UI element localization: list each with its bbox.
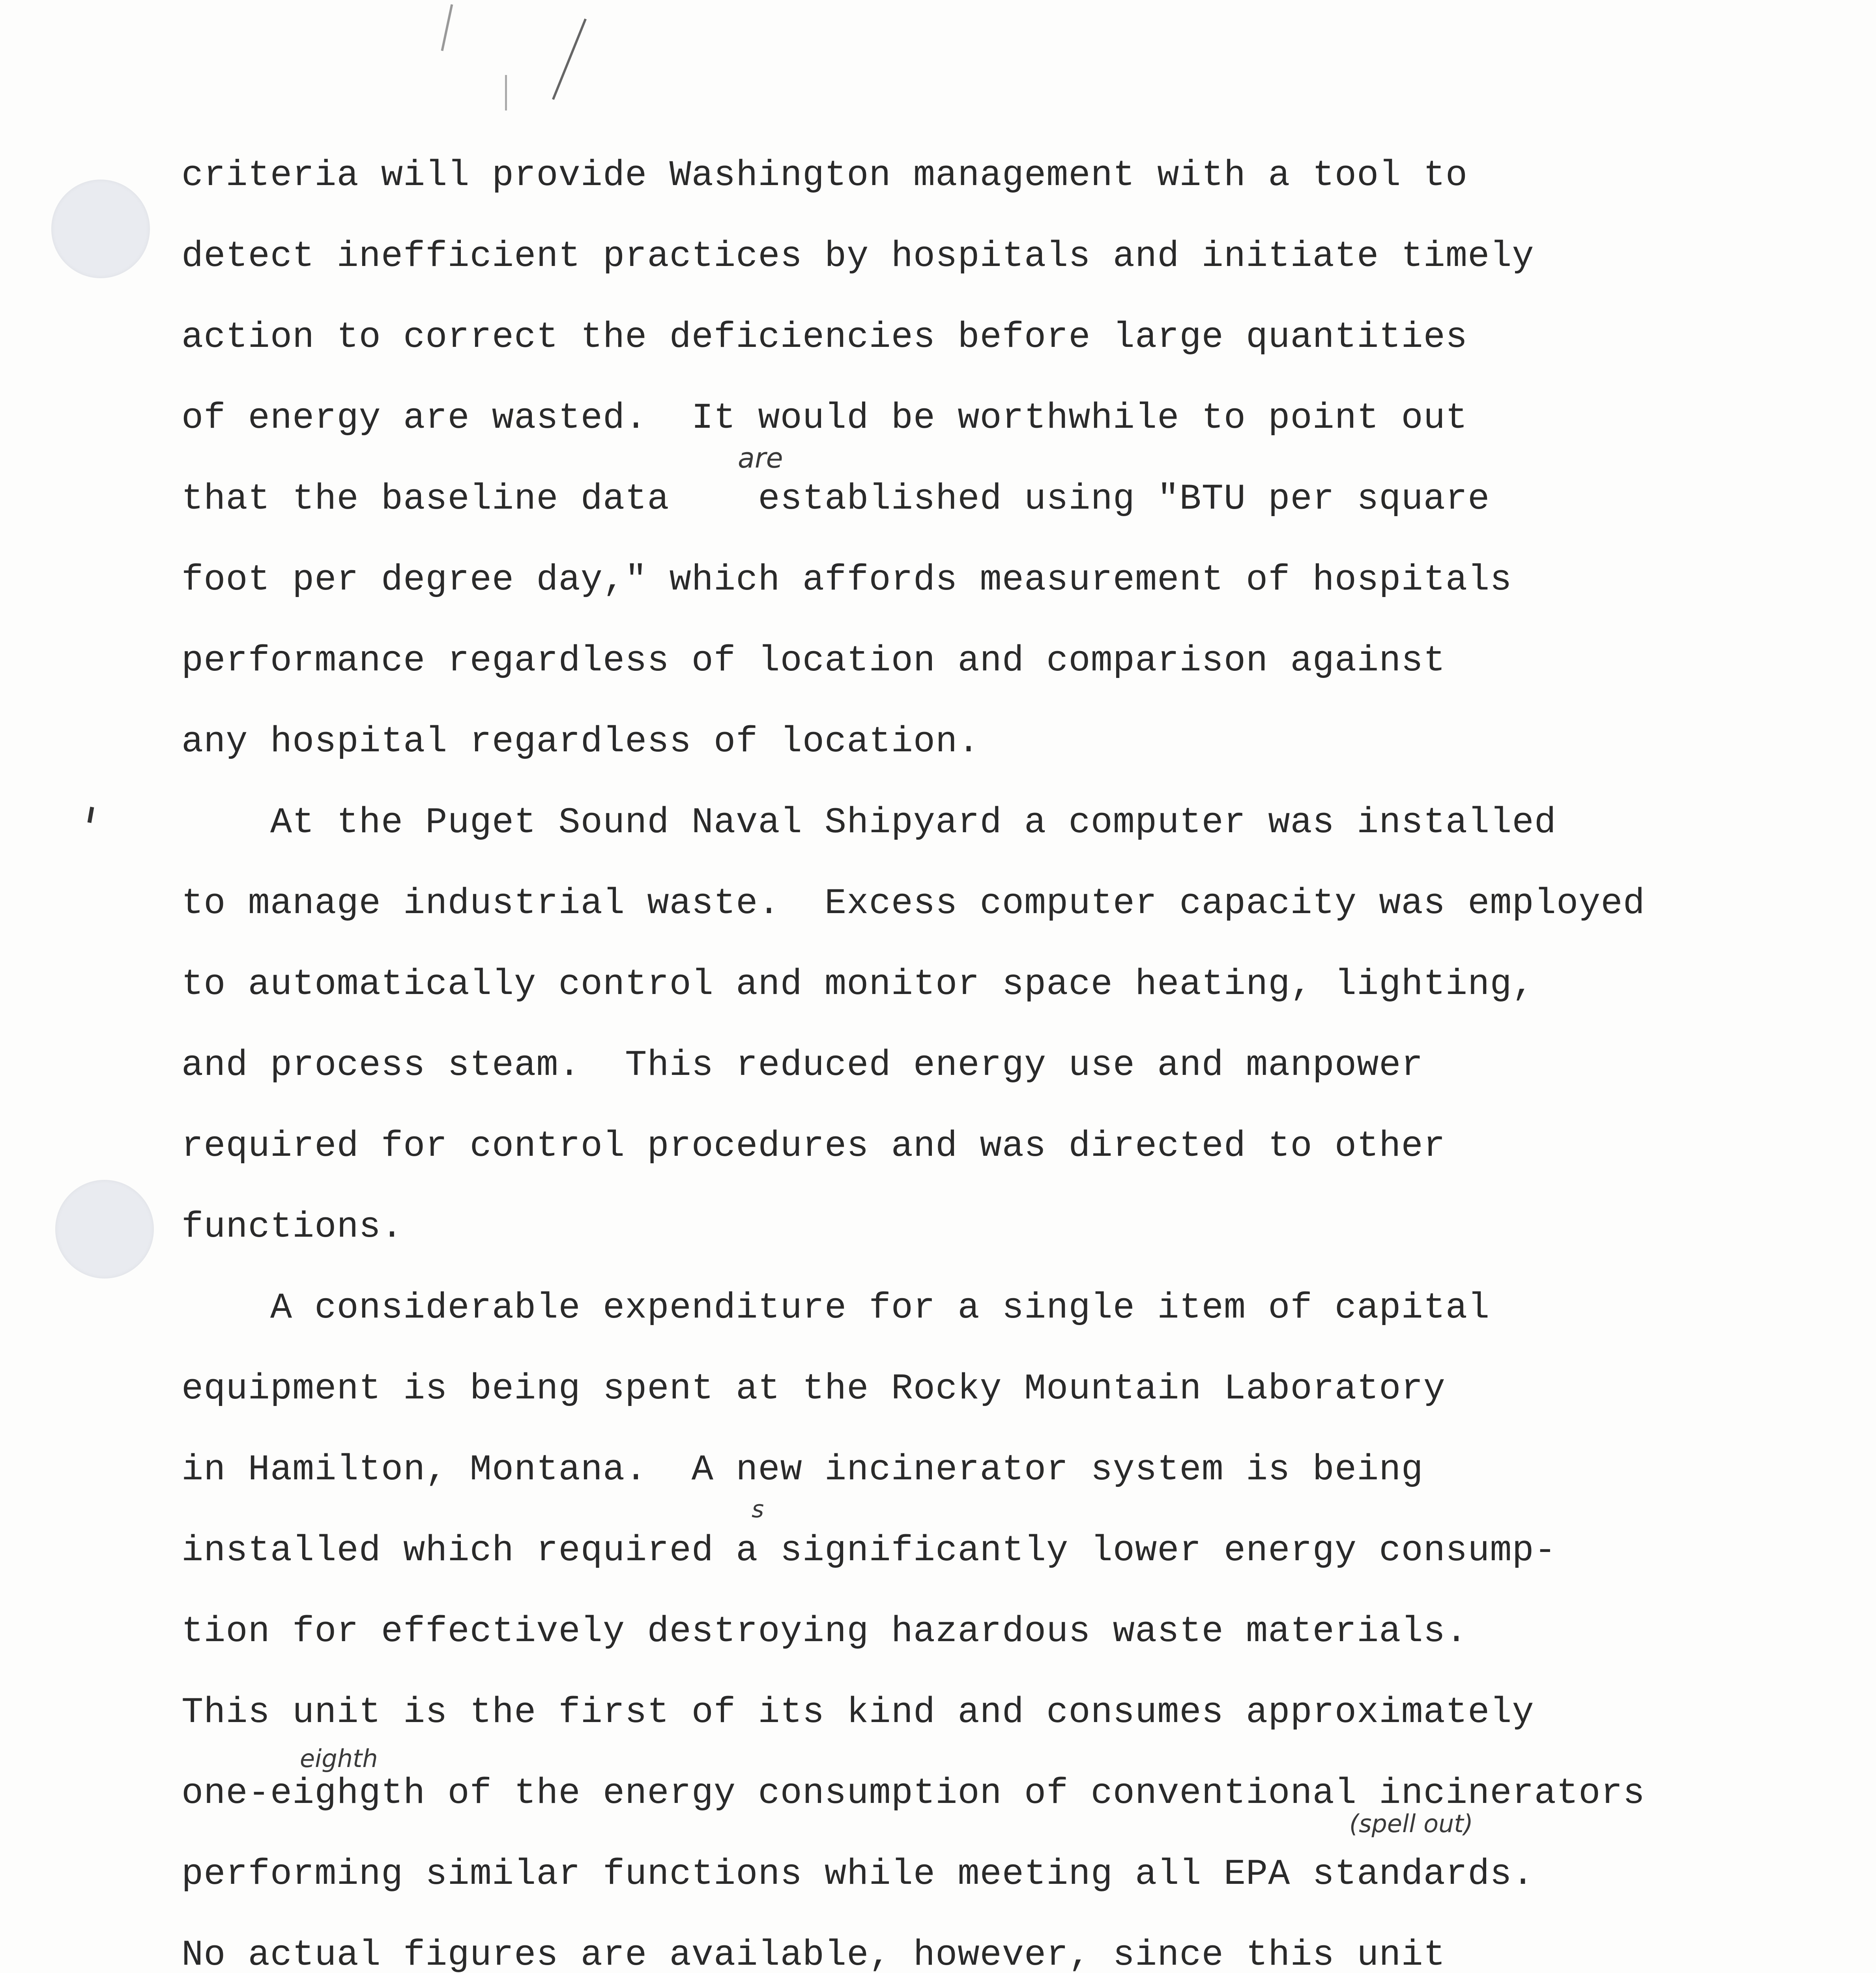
text-line: to automatically control and monitor space heating, lighting,	[181, 964, 1534, 1005]
text-line: any hospital regardless of location.	[181, 721, 980, 762]
text-line: of energy are wasted. It would be worthwhile to point out	[181, 397, 1468, 439]
text-line: installed which required a significantly lower energy consump-	[181, 1530, 1556, 1571]
stray-mark	[88, 807, 94, 823]
text-line: action to correct the deficiencies before large quantities	[181, 316, 1468, 358]
text-line: required for control procedures and was directed to other	[181, 1125, 1446, 1167]
text-line: equipment is being spent at the Rocky Mountain Laboratory	[181, 1368, 1446, 1410]
handwritten-are: are	[738, 442, 783, 474]
text-line: one-eighgth of the energy consumption of conventional incinerators	[181, 1773, 1645, 1814]
stray-mark	[505, 75, 507, 110]
text-line: tion for effectively destroying hazardous waste materials.	[181, 1611, 1468, 1652]
text-line: criteria will provide Washington management with a tool to	[181, 155, 1468, 196]
text-line: functions.	[181, 1206, 404, 1248]
text-line: A considerable expenditure for a single item of capital	[181, 1287, 1490, 1329]
text-line: detect inefficient practices by hospitals and initiate timely	[181, 236, 1534, 277]
punch-hole-middle	[55, 1180, 154, 1279]
text-line: and process steam. This reduced energy use and manpower	[181, 1045, 1423, 1086]
text-line: performance regardless of location and comparison against	[181, 640, 1446, 681]
text-line: No actual figures are available, however, since this unit	[181, 1934, 1446, 1973]
text-line: in Hamilton, Montana. A new incinerator system is being	[181, 1449, 1423, 1490]
text-line: foot per degree day," which affords measurement of hospitals	[181, 559, 1512, 601]
stray-mark	[552, 19, 587, 100]
handwritten-eighth: eighth	[300, 1744, 378, 1773]
handwritten-spell-out: (spell out)	[1349, 1809, 1473, 1838]
text-line: that the baseline data established using "BTU per square	[181, 478, 1490, 520]
text-line: performing similar functions while meeting all EPA standards.	[181, 1853, 1534, 1895]
text-line: At the Puget Sound Naval Shipyard a computer was installed	[181, 802, 1556, 843]
text-line: to manage industrial waste. Excess computer capacity was employed	[181, 883, 1645, 924]
stray-mark	[441, 4, 453, 51]
text-line: This unit is the first of its kind and consumes approximately	[181, 1692, 1534, 1733]
punch-hole-top	[51, 180, 150, 278]
handwritten-s: s	[752, 1496, 764, 1523]
